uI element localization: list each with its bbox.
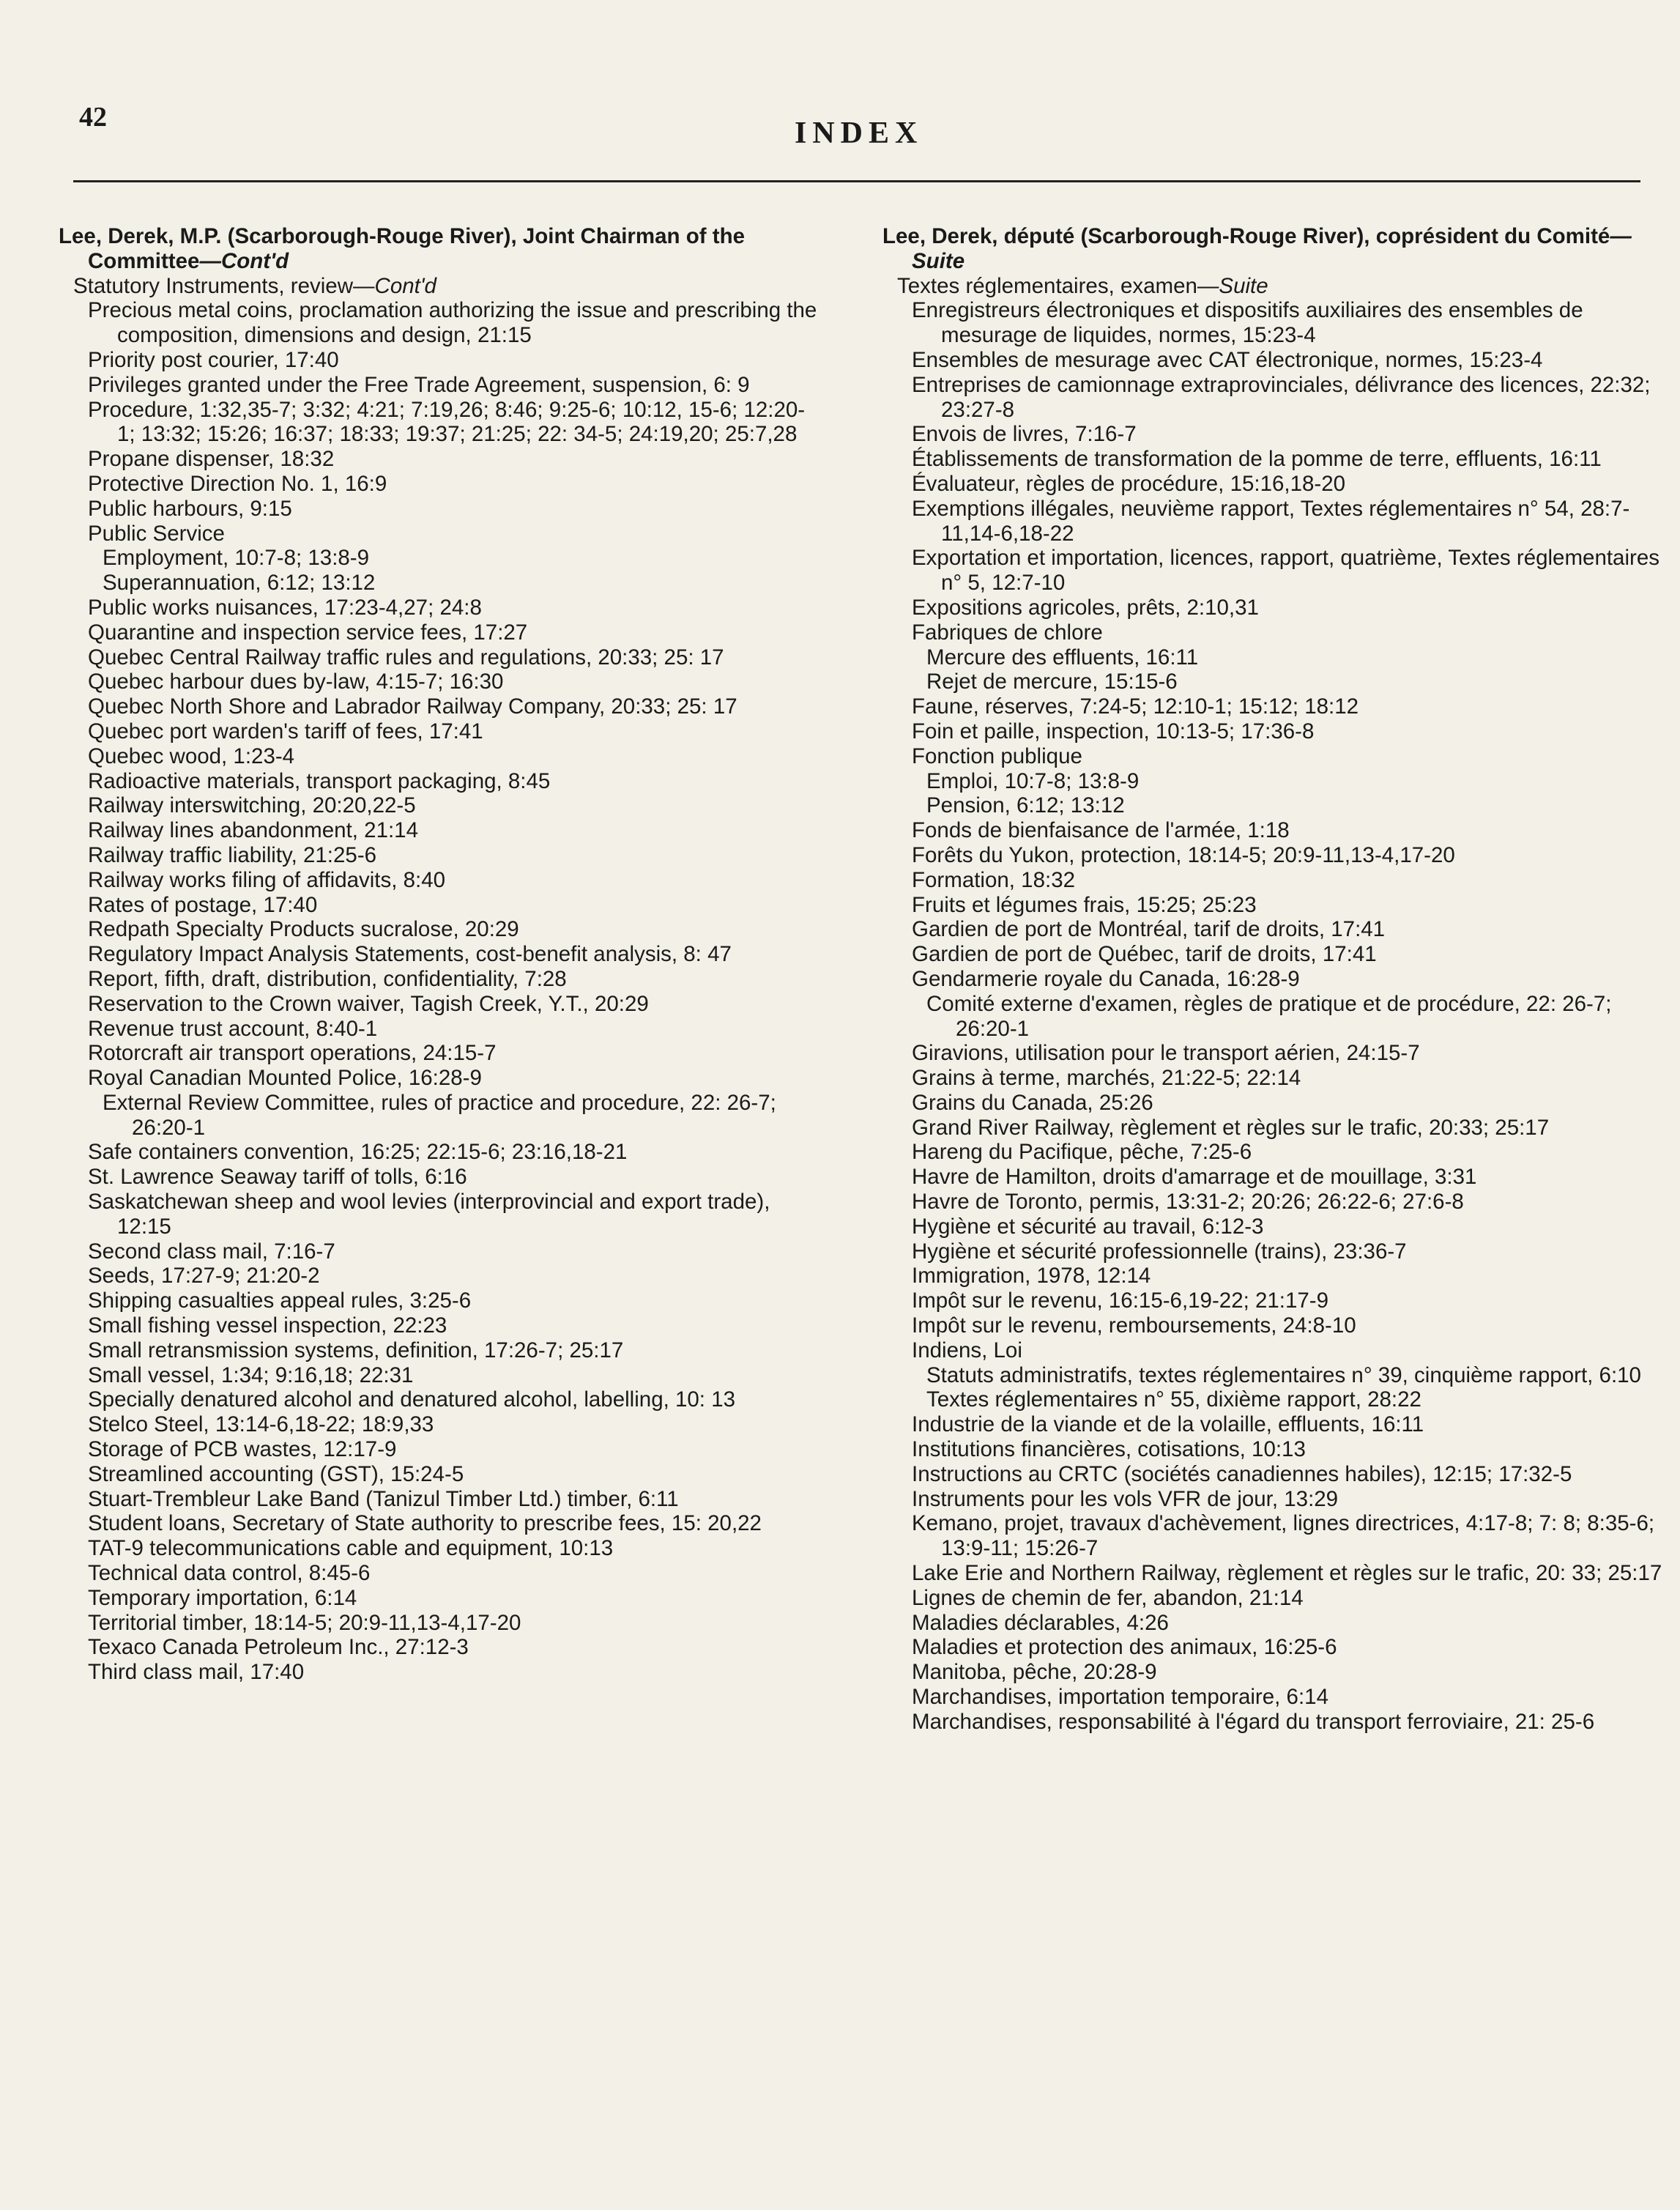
index-entry [882, 1635, 1666, 1660]
entry-text: Quebec Central Railway traffic rules and regulations, 20:33; 25: 17 [88, 645, 724, 670]
index-entry [882, 868, 1666, 893]
entry-text: Grains à terme, marchés, 21:22-5; 22:14 [912, 1066, 1301, 1091]
entry-text: External Review Committee, rules of practice and procedure, 22: 26-7; 26:20-1 [103, 1090, 776, 1140]
index-entry [882, 1066, 1666, 1091]
index-entry [59, 620, 820, 645]
index-entry [882, 1561, 1666, 1586]
entry-text: Lignes de chemin de fer, abandon, 21:14 [912, 1585, 1304, 1610]
entry-text: Small fishing vessel inspection, 22:23 [88, 1313, 447, 1338]
entry-text: Marchandises, importation temporaire, 6:14 [912, 1685, 1328, 1710]
index-entry [59, 1288, 820, 1313]
entry-text: Propane dispenser, 18:32 [88, 447, 335, 472]
index-entry [59, 298, 820, 348]
entry-text: Lee, Derek, député (Scarborough-Rouge River), coprésident du Comité [882, 224, 1610, 248]
index-entry [59, 1338, 820, 1363]
entry-text: Mercure des effluents, 16:11 [926, 645, 1199, 670]
entry-text: Quebec port warden's tariff of fees, 17:41 [88, 719, 483, 744]
right-index-column [882, 224, 1666, 1735]
entry-text: Fabriques de chlore [912, 620, 1103, 645]
entry-text: Employment, 10:7-8; 13:8-9 [103, 546, 370, 571]
continued-marker: —Cont'd [353, 273, 436, 298]
index-entry [882, 373, 1666, 423]
index-entry [882, 1660, 1666, 1685]
index-entry [59, 373, 820, 398]
continued-marker: —Cont'd [199, 248, 289, 273]
entry-text: Quebec wood, 1:23-4 [88, 744, 295, 768]
index-entry [882, 670, 1666, 694]
entry-text: Ensembles de mesurage avec CAT électronique, normes, 15:23-4 [912, 347, 1543, 372]
index-entry [882, 843, 1666, 868]
index-entry [882, 1437, 1666, 1462]
continued-marker: —Suite [1197, 273, 1268, 298]
index-entry [882, 447, 1666, 472]
index-entry [882, 1586, 1666, 1611]
entry-text: Hareng du Pacifique, pêche, 7:25-6 [912, 1140, 1252, 1165]
entry-text: Small vessel, 1:34; 9:16,18; 22:31 [88, 1362, 414, 1387]
entry-text: Pension, 6:12; 13:12 [926, 793, 1125, 818]
index-entry [59, 1313, 820, 1338]
index-entry [882, 917, 1666, 942]
index-entry [59, 1412, 820, 1437]
entry-text: TAT-9 telecommunications cable and equipment, 10:13 [88, 1536, 614, 1561]
index-entry [882, 793, 1666, 818]
entry-text: Textes réglementaires n° 55, dixième rapport, 28:22 [926, 1387, 1421, 1412]
entry-text: Giravions, utilisation pour le transport aérien, 24:15-7 [912, 1041, 1420, 1066]
index-entry [59, 719, 820, 744]
index-entry [882, 497, 1666, 546]
index-entry [59, 522, 820, 546]
entry-text: Technical data control, 8:45-6 [88, 1561, 371, 1586]
entry-text: Shipping casualties appeal rules, 3:25-6 [88, 1288, 472, 1313]
index-entry [59, 1536, 820, 1561]
index-entry [882, 348, 1666, 373]
entry-text: Maladies et protection des animaux, 16:25-6 [912, 1635, 1337, 1660]
entry-text: Stuart-Trembleur Lake Band (Tanizul Timber Ltd.) timber, 6:11 [88, 1486, 679, 1511]
index-entry [882, 1685, 1666, 1710]
entry-text: Public Service [88, 521, 225, 546]
index-subheading [59, 274, 820, 299]
entry-text: Seeds, 17:27-9; 21:20-2 [88, 1264, 320, 1288]
entry-text: Safe containers convention, 16:25; 22:15-6; 23:16,18-21 [88, 1140, 628, 1165]
entry-text: Stelco Steel, 13:14-6,18-22; 18:9,33 [88, 1412, 434, 1437]
continued-marker: —Suite [912, 224, 1632, 273]
index-entry [882, 942, 1666, 967]
entry-text: Third class mail, 17:40 [88, 1660, 305, 1685]
index-entry [882, 719, 1666, 744]
entry-text: Évaluateur, règles de procédure, 15:16,18-20 [912, 471, 1346, 496]
entry-text: Railway lines abandonment, 21:14 [88, 818, 418, 843]
entry-text: Texaco Canada Petroleum Inc., 27:12-3 [88, 1635, 469, 1660]
entry-text: Temporary importation, 6:14 [88, 1585, 357, 1610]
entry-text: Precious metal coins, proclamation authorizing the issue and prescribing the composition, dimensions and design, 21:15 [88, 298, 817, 348]
entry-text: Redpath Specialty Products sucralose, 20:29 [88, 917, 519, 942]
index-entry [59, 769, 820, 794]
entry-text: Entreprises de camionnage extraprovinciales, délivrance des licences, 22:32; 23:27-8 [912, 372, 1651, 422]
entry-text: Quebec harbour dues by-law, 4:15-7; 16:30 [88, 670, 504, 694]
entry-text: Territorial timber, 18:14-5; 20:9-11,13-4,17-20 [88, 1610, 521, 1635]
entry-text: Hygiène et sécurité au travail, 6:12-3 [912, 1214, 1264, 1239]
index-entry [882, 1116, 1666, 1141]
index-entry [59, 1462, 820, 1487]
index-entry [59, 992, 820, 1017]
entry-text: Reservation to the Crown waiver, Tagish Creek, Y.T., 20:29 [88, 991, 649, 1016]
entry-text: Streamlined accounting (GST), 15:24-5 [88, 1461, 464, 1486]
entry-text: Établissements de transformation de la pomme de terre, effluents, 16:11 [912, 447, 1602, 472]
index-entry [882, 1288, 1666, 1313]
entry-text: Railway interswitching, 20:20,22-5 [88, 793, 416, 818]
index-entry [882, 645, 1666, 670]
index-entry [59, 1660, 820, 1685]
index-entry [882, 967, 1666, 992]
page-header [73, 101, 1640, 189]
entry-text: Faune, réserves, 7:24-5; 12:10-1; 15:12; 18:12 [912, 694, 1359, 719]
index-entry [882, 596, 1666, 620]
index-entry [882, 818, 1666, 843]
entry-text: Small retransmission systems, definition, 17:26-7; 25:17 [88, 1338, 624, 1362]
entry-text: Grand River Railway, règlement et règles sur le trafic, 20:33; 25:17 [912, 1115, 1550, 1140]
index-entry [882, 1462, 1666, 1487]
entry-text: Rates of postage, 17:40 [88, 892, 318, 917]
index-entry [59, 917, 820, 942]
index-entry [59, 1437, 820, 1462]
index-entry [882, 992, 1666, 1042]
index-entry [882, 1239, 1666, 1264]
index-entry [59, 546, 820, 571]
index-entry [882, 298, 1666, 348]
index-entry [882, 1215, 1666, 1239]
index-entry [59, 1511, 820, 1536]
entry-text: Gardien de port de Québec, tarif de droits, 17:41 [912, 942, 1377, 967]
entry-text: St. Lawrence Seaway tariff of tolls, 6:16 [88, 1165, 467, 1190]
index-entry [59, 1586, 820, 1611]
index-entry [882, 422, 1666, 447]
entry-text: Public works nuisances, 17:23-4,27; 24:8 [88, 595, 482, 620]
index-entry [882, 472, 1666, 497]
entry-text: Railway works filing of affidavits, 8:40 [88, 867, 446, 892]
entry-text: Institutions financières, cotisations, 10:13 [912, 1437, 1306, 1462]
index-entry [882, 694, 1666, 719]
index-entry [882, 1363, 1666, 1388]
index-entry [882, 1264, 1666, 1288]
index-entry [59, 1091, 820, 1141]
index-entry [59, 472, 820, 497]
index-entry [882, 1313, 1666, 1338]
index-entry [882, 620, 1666, 645]
entry-text: Hygiène et sécurité professionnelle (trains), 23:36-7 [912, 1239, 1407, 1264]
index-entry [59, 843, 820, 868]
entry-text: Manitoba, pêche, 20:28-9 [912, 1660, 1157, 1685]
index-entry [59, 942, 820, 967]
entry-text: Quebec North Shore and Labrador Railway Company, 20:33; 25: 17 [88, 694, 737, 719]
index-entry [59, 1611, 820, 1636]
index-entry [59, 868, 820, 893]
index-entry [59, 1066, 820, 1091]
entry-text: Quarantine and inspection service fees, 17:27 [88, 620, 528, 645]
index-entry [59, 571, 820, 596]
entry-text: Statutory Instruments, review [73, 273, 354, 298]
index-entry [59, 1140, 820, 1165]
index-entry [59, 1363, 820, 1388]
entry-text: Fonction publique [912, 744, 1082, 768]
index-entry [882, 1511, 1666, 1561]
index-entry [59, 1561, 820, 1586]
entry-text: Kemano, projet, travaux d'achèvement, lignes directrices, 4:17-8; 7: 8; 8:35-6; 13:9-11; 15:26-7 [912, 1511, 1655, 1561]
entry-text: Emploi, 10:7-8; 13:8-9 [926, 768, 1140, 793]
index-entry [59, 348, 820, 373]
entry-text: Maladies déclarables, 4:26 [912, 1610, 1169, 1635]
entry-text: Textes réglementaires, examen [897, 273, 1197, 298]
index-entry [882, 1412, 1666, 1437]
index-entry [882, 1710, 1666, 1735]
index-entry [59, 744, 820, 769]
index-entry [59, 645, 820, 670]
entry-text: Fruits et légumes frais, 15:25; 25:23 [912, 892, 1257, 917]
index-entry [59, 670, 820, 694]
index-entry [882, 546, 1666, 596]
entry-text: Storage of PCB wastes, 12:17-9 [88, 1437, 397, 1462]
entry-text: Railway traffic liability, 21:25-6 [88, 842, 377, 867]
index-entry [59, 1387, 820, 1412]
index-heading [59, 224, 820, 274]
entry-text: Instruments pour les vols VFR de jour, 13:29 [912, 1486, 1339, 1511]
entry-text: Saskatchewan sheep and wool levies (interprovincial and export trade), 12:15 [88, 1190, 770, 1239]
entry-text: Exemptions illégales, neuvième rapport, Textes réglementaires n° 54, 28:7-11,14-6,18-22 [912, 496, 1630, 546]
entry-text: Second class mail, 7:16-7 [88, 1239, 335, 1264]
entry-text: Havre de Toronto, permis, 13:31-2; 20:26; 26:22-6; 27:6-8 [912, 1190, 1464, 1215]
entry-text: Comité externe d'examen, règles de pratique et de procédure, 22: 26-7; 26:20-1 [926, 991, 1612, 1041]
entry-text: Statuts administratifs, textes réglementaires n° 39, cinquième rapport, 6:10 [926, 1362, 1641, 1387]
index-entry [59, 1635, 820, 1660]
index-entry [59, 967, 820, 992]
entry-text: Student loans, Secretary of State authority to prescribe fees, 15: 20,22 [88, 1511, 762, 1536]
index-entry [59, 398, 820, 448]
entry-text: Regulatory Impact Analysis Statements, cost-benefit analysis, 8: 47 [88, 942, 732, 967]
entry-text: Royal Canadian Mounted Police, 16:28-9 [88, 1066, 482, 1091]
index-entry [59, 893, 820, 918]
entry-text: Grains du Canada, 25:26 [912, 1090, 1153, 1115]
entry-text: Impôt sur le revenu, remboursements, 24:8-10 [912, 1313, 1356, 1338]
page-title: INDEX [795, 116, 923, 150]
entry-text: Formation, 18:32 [912, 867, 1076, 892]
index-entry [59, 1017, 820, 1042]
index-entry [59, 497, 820, 522]
entry-text: Exportation et importation, licences, rapport, quatrième, Textes réglementaires n° 5, 12:7-10 [912, 546, 1659, 596]
entry-text: Immigration, 1978, 12:14 [912, 1264, 1151, 1288]
index-entry [882, 1387, 1666, 1412]
entry-text: Impôt sur le revenu, 16:15-6,19-22; 21:17-9 [912, 1288, 1329, 1313]
index-subheading [882, 274, 1666, 299]
index-entry [59, 1041, 820, 1066]
index-entry [59, 1239, 820, 1264]
entry-text: Radioactive materials, transport packaging, 8:45 [88, 768, 551, 793]
index-heading [882, 224, 1666, 274]
entry-text: Industrie de la viande et de la volaille, effluents, 16:11 [912, 1412, 1424, 1437]
index-entry [59, 1264, 820, 1288]
left-index-column [59, 224, 820, 1685]
index-entry [59, 694, 820, 719]
index-entry [882, 1190, 1666, 1215]
entry-text: Superannuation, 6:12; 13:12 [103, 571, 376, 596]
index-entry [59, 1165, 820, 1190]
index-entry [59, 447, 820, 472]
index-entry [882, 769, 1666, 794]
entry-text: Fonds de bienfaisance de l'armée, 1:18 [912, 818, 1290, 843]
entry-text: Rotorcraft air transport operations, 24:15-7 [88, 1041, 497, 1066]
index-entry [882, 744, 1666, 769]
entry-text: Indiens, Loi [912, 1338, 1022, 1362]
index-entry [882, 1165, 1666, 1190]
entry-text: Procedure, 1:32,35-7; 3:32; 4:21; 7:19,26; 8:46; 9:25-6; 10:12, 15-6; 12:20-1; 13:32; 15:26; 16:37; 18:33; 19:37; 21:25; 22: 34-5; 24:19,20; 25:7,28 [88, 397, 806, 447]
page-number: 42 [79, 102, 107, 133]
entry-text: Gendarmerie royale du Canada, 16:28-9 [912, 966, 1300, 991]
entry-text: Priority post courier, 17:40 [88, 347, 339, 372]
index-entry [882, 1091, 1666, 1116]
entry-text: Specially denatured alcohol and denatured alcohol, labelling, 10: 13 [88, 1387, 736, 1412]
index-entry [882, 1338, 1666, 1363]
index-entry [59, 818, 820, 843]
entry-text: Marchandises, responsabilité à l'égard du transport ferroviaire, 21: 25-6 [912, 1709, 1595, 1734]
entry-text: Enregistreurs électroniques et dispositifs auxiliaires des ensembles de mesurage de liquides, normes, 15:23-4 [912, 298, 1583, 348]
entry-text: Privileges granted under the Free Trade Agreement, suspension, 6: 9 [88, 372, 750, 397]
index-entry [59, 793, 820, 818]
index-entry [59, 1487, 820, 1512]
index-entry [882, 1041, 1666, 1066]
entry-text: Foin et paille, inspection, 10:13-5; 17:36-8 [912, 719, 1315, 744]
entry-text: Expositions agricoles, prêts, 2:10,31 [912, 595, 1259, 620]
index-entry [59, 1190, 820, 1239]
index-entry [882, 1611, 1666, 1636]
entry-text: Instructions au CRTC (sociétés canadiennes habiles), 12:15; 17:32-5 [912, 1461, 1572, 1486]
index-entry [882, 893, 1666, 918]
entry-text: Gardien de port de Montréal, tarif de droits, 17:41 [912, 917, 1386, 942]
entry-text: Lee, Derek, M.P. (Scarborough-Rouge River), Joint Chairman of the Committee [59, 224, 746, 273]
header-rule [73, 180, 1640, 182]
entry-text: Lake Erie and Northern Railway, règlement et règles sur le trafic, 20: 33; 25:17 [912, 1561, 1662, 1586]
index-entry [882, 1140, 1666, 1165]
entry-text: Envois de livres, 7:16-7 [912, 422, 1137, 447]
entry-text: Public harbours, 9:15 [88, 496, 292, 521]
entry-text: Protective Direction No. 1, 16:9 [88, 471, 387, 496]
index-entry [882, 1487, 1666, 1512]
entry-text: Rejet de mercure, 15:15-6 [926, 670, 1178, 694]
index-entry [59, 596, 820, 620]
entry-text: Report, fifth, draft, distribution, confidentiality, 7:28 [88, 966, 567, 991]
entry-text: Forêts du Yukon, protection, 18:14-5; 20:9-11,13-4,17-20 [912, 842, 1455, 867]
entry-text: Revenue trust account, 8:40-1 [88, 1016, 378, 1041]
entry-text: Havre de Hamilton, droits d'amarrage et de mouillage, 3:31 [912, 1165, 1477, 1190]
